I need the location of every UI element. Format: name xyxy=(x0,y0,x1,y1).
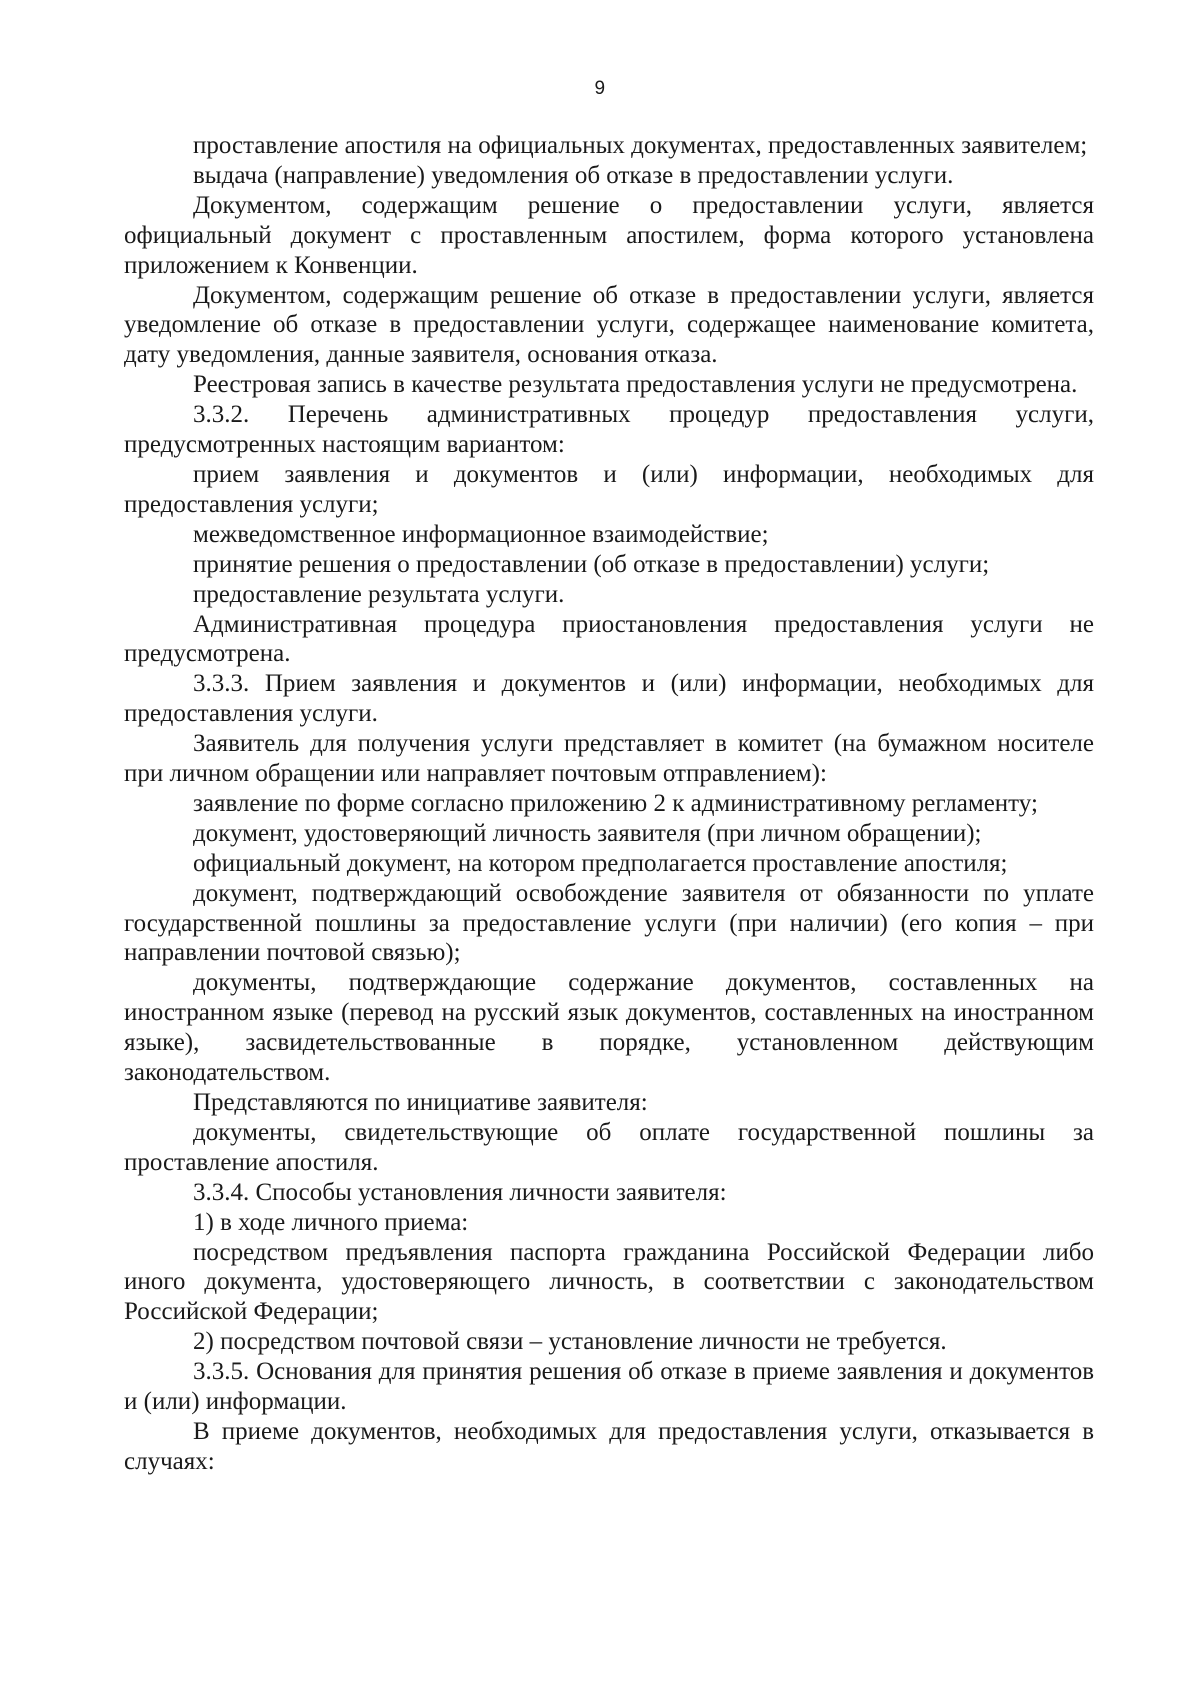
paragraph: Документом, содержащим решение об отказе в предоставлении услуги, является уведомление об отказе в предоставлении услуги, содержащее наименование комитета, дату уведомления, данные заявителя, основания отказа. xyxy=(124,281,1094,369)
paragraph: документы, подтверждающие содержание документов, составленных на иностранном языке (перевод на русский язык документов, составленных на иностранном языке), засвидетельствованные в порядке, установленном действующим законодательством. xyxy=(124,969,1094,1087)
document-body xyxy=(124,131,1094,1477)
paragraph: Заявитель для получения услуги представляет в комитет (на бумажном носителе при личном обращении или направляет почтовым отправлением): xyxy=(124,730,1094,788)
paragraph: Реестровая запись в качестве результата предоставления услуги не предусмотрена. xyxy=(193,371,1078,399)
paragraph: заявление по форме согласно приложению 2 к административному регламенту; xyxy=(193,789,1038,817)
paragraph: документы, свидетельствующие об оплате государственной пошлины за проставление апостиля. xyxy=(124,1118,1094,1176)
paragraph: 3.3.4. Способы установления личности заявителя: xyxy=(193,1178,727,1206)
paragraph: 3.3.3. Прием заявления и документов и (или) информации, необходимых для предоставления услуги. xyxy=(124,670,1094,728)
paragraph: документ, подтверждающий освобождение заявителя от обязанности по уплате государственной пошлины за предоставление услуги (при наличии) (его копия – при направлении почтовой связью); xyxy=(124,879,1094,967)
paragraph: документ, удостоверяющий личность заявителя (при личном обращении); xyxy=(193,819,982,847)
paragraph: принятие решения о предоставлении (об отказе в предоставлении) услуги; xyxy=(193,550,990,578)
paragraph: 2) посредством почтовой связи – установление личности не требуется. xyxy=(193,1328,947,1356)
paragraph: прием заявления и документов и (или) информации, необходимых для предоставления услуги; xyxy=(124,460,1094,518)
paragraph: официальный документ, на котором предполагается проставление апостиля; xyxy=(193,849,1008,877)
paragraph: выдача (направление) уведомления об отказе в предоставлении услуги. xyxy=(193,161,954,189)
paragraph: предоставление результата услуги. xyxy=(193,580,565,608)
paragraph: 1) в ходе личного приема: xyxy=(193,1208,469,1236)
page-number: 9 xyxy=(594,78,606,99)
paragraph: 3.3.2. Перечень административных процедур предоставления услуги, предусмотренных настоящим вариантом: xyxy=(124,401,1094,459)
paragraph: Документом, содержащим решение о предоставлении услуги, является официальный документ с проставленным апостилем, форма которого установлена приложением к Конвенции. xyxy=(124,191,1094,279)
paragraph: посредством предъявления паспорта гражданина Российской Федерации либо иного документа, удостоверяющего личность, в соответствии с законодательством Российской Федерации; xyxy=(124,1238,1094,1326)
paragraph: 3.3.5. Основания для принятия решения об отказе в приеме заявления и документов и (или) информации. xyxy=(124,1358,1094,1416)
paragraph: Административная процедура приостановления предоставления услуги не предусмотрена. xyxy=(124,610,1094,668)
paragraph: межведомственное информационное взаимодействие; xyxy=(193,520,769,548)
paragraph: В приеме документов, необходимых для предоставления услуги, отказывается в случаях: xyxy=(124,1417,1094,1475)
paragraph: Представляются по инициативе заявителя: xyxy=(193,1089,648,1116)
paragraph: проставление апостиля на официальных документах, предоставленных заявителем; xyxy=(193,132,1088,159)
